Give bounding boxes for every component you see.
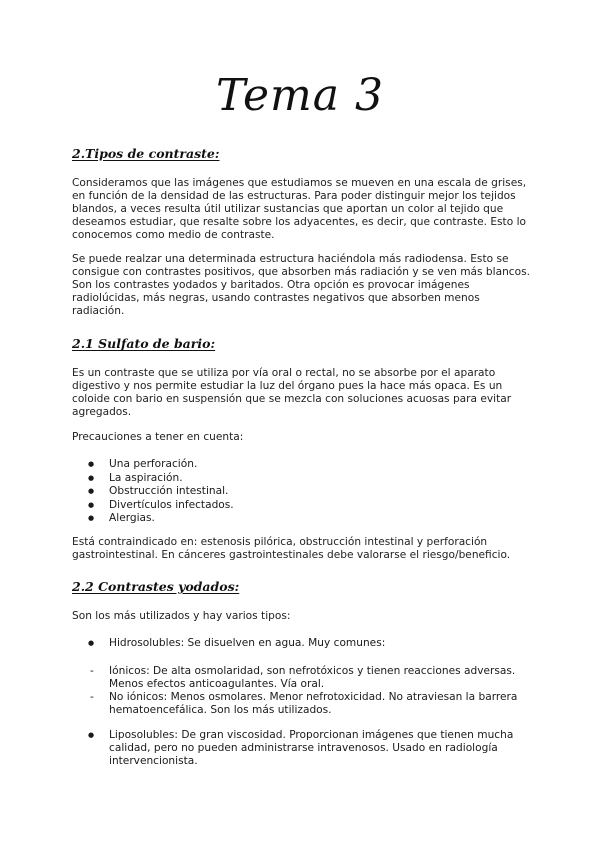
paragraph-yodados-intro: Son los más utilizados y hay varios tipos: <box>72 610 291 622</box>
heading-sulfato-de-bario: 2.1 Sulfato de bario: <box>72 336 216 351</box>
list-item-no-ionicos: - No iónicos: Menos osmolares. Menor nefrotoxicidad. No atraviesan la barrera hematoencefálica. Son los más utilizados. <box>90 691 517 717</box>
paragraph-bario-2: Está contraindicado en: estenosis pilórica, obstrucción intestinal y perforación gastrointestinal. En cánceres gastrointestinales debe valorarse el riesgo/beneficio. <box>72 536 511 561</box>
heading-tipos-de-contraste: 2.Tipos de contraste: <box>72 146 220 161</box>
list-item-ionicos: - Iónicos: De alta osmolaridad, son nefrotóxicos y tienen reacciones adversas. Menos efectos anticoagulantes. Vía oral. <box>90 665 517 691</box>
paragraph-bario-1: Es un contraste que se utiliza por vía oral o rectal, no se absorbe por el aparato digestivo y nos permite estudiar la luz del órgano pues la hace más opaca. Es un coloide con bario en suspensión que se mezcla con soluciones acuosas para evitar agregados. <box>72 367 512 418</box>
paragraph-tipos-1: Consideramos que las imágenes que estudiamos se mueven en una escala de grises, en función de la densidad de las estructuras. Para poder distinguir mejor los tejidos blandos, a veces resulta útil utilizar sustancias que aportan un color al tejido que deseamos estudiar, que resalte sobre los adyacentes, es decir, que contraste. Esto lo conocemos como medio de contraste. <box>72 177 527 241</box>
list-item: ● Divertículos infectados. <box>88 499 234 513</box>
list-item: ● Una perforación. <box>88 458 234 472</box>
heading-contrastes-yodados: 2.2 Contrastes yodados: <box>72 579 240 594</box>
hidrosolubles-sublist <box>90 665 517 717</box>
precauciones-list <box>88 458 234 526</box>
list-item: ● La aspiración. <box>88 472 234 486</box>
page-title: Tema 3 <box>216 70 384 121</box>
list-item: ● Alergias. <box>88 512 234 526</box>
precauciones-label: Precauciones a tener en cuenta: <box>72 431 244 443</box>
list-item: ● Obstrucción intestinal. <box>88 485 234 499</box>
list-item-hidrosolubles: ● Hidrosolubles: Se disuelven en agua. Muy comunes: <box>88 637 385 650</box>
paragraph-tipos-2: Se puede realzar una determinada estructura haciéndola más radiodensa. Esto se consigue con contrastes positivos, que absorben más radiación y se ven más blancos. Son los contrastes yodados y baritados. Otra opción es provocar imágenes radiolúcidas, más negras, usando contrastes negativos que absorben menos radiación. <box>72 253 530 317</box>
list-item-liposolubles: ● Liposolubles: De gran viscosidad. Proporcionan imágenes que tienen mucha calidad, pero no pueden administrarse intravenosos. Usado en radiología intervencionista. <box>88 729 513 768</box>
